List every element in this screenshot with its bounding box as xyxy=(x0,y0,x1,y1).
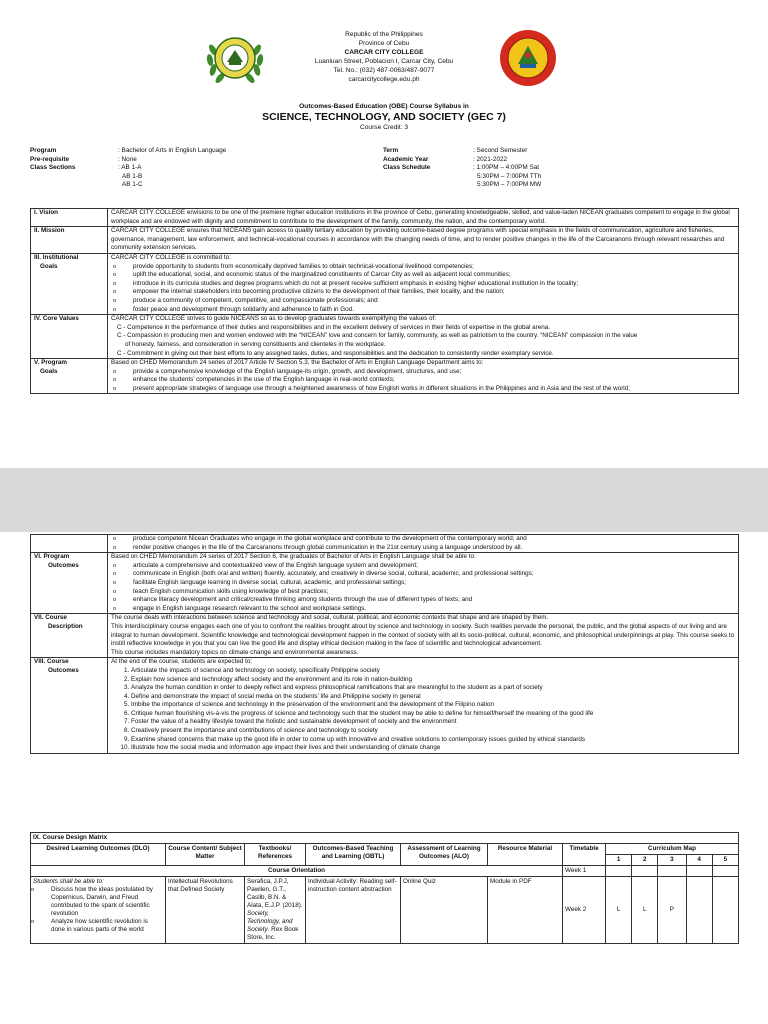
list-item: o produce a community of competent, competitive, and compassionate professionals; and xyxy=(123,297,735,306)
list-item: o articulate a comprehensive and contextualized view of the English language system and development; xyxy=(123,562,735,571)
goals-content xyxy=(108,253,739,314)
list-item: 8. Creatively present the importance and contributions of science and technology to society xyxy=(131,727,735,736)
section-2: AB 1-B xyxy=(122,172,143,180)
matrix-header-row xyxy=(31,844,739,855)
list-item: o present appropriate strategies of language use through a heightened awareness of how English works in different situations in the Philippines and in Asia and the rest of the world; xyxy=(123,385,735,394)
list-item: o facilitate English language learning in diverse social, cultural, academic, and professional settings; xyxy=(123,579,735,588)
schedule-1: : 1:00PM – 4:00PM Sat xyxy=(473,164,540,171)
list-item: 2. Explain how science and technology affect society and the environment and its role in nation-building xyxy=(131,676,735,685)
list-item: o provide a comprehensive knowledge of the English language-its origin, growth, and development, structures, and use; xyxy=(123,368,735,377)
material-header: Resource Material xyxy=(488,844,563,866)
description-p2: This interdisciplinary course engages each one of you to confront the realities brought about by science and technology in society. Such realities pervade the personal, the public, and the global aspects of our living and are integral to human development. Scientific knowledge and technological development happen in the context of society with all its socio-political, cultural, economic, and philosophical underpinnings at play. This course seeks to instill reflective knowledge in you that you can live the good life and display ethical decision making in the face of scientific and technological advancement. xyxy=(111,622,735,648)
outcomes-table xyxy=(30,534,739,754)
list-item: o Analyze how scientific revolution is done in various parts of the world xyxy=(41,918,163,934)
course-outcomes-label: VIII. Course Outcomes xyxy=(31,658,108,754)
list-item: o uplift the educational, social, and economic status of the marginalized constituents of Carcar City as well as adjacent local communities; xyxy=(123,271,735,280)
year-value: : 2021-2022 xyxy=(473,155,508,163)
course-design-matrix xyxy=(30,832,739,944)
program-outcomes-label: VI. Program Outcomes xyxy=(31,553,108,614)
course-description-label: VII. Course Description xyxy=(31,614,108,658)
college-name: CARCAR CITY COLLEGE xyxy=(344,49,424,56)
program-goals-list xyxy=(111,368,735,394)
list-item: o produce competent Nicean Graduates who engage in the global workplace and contribute to the development of the contemporary world; and xyxy=(123,535,735,544)
list-item: o render positive changes in the life of the Carcaranons through global communication in the 21st century using a language understood by all. xyxy=(123,544,735,553)
dlo-cell: Students shall be able to: o Discuss how the ideas postulated by Copernicus, Darwin, and Freud contributed to the spark of scientific revolution o Analyze how scientific revolution is done in various parts of the world xyxy=(31,877,166,944)
obtl-cell: Individual Activity: Reading self-instruction content abstraction xyxy=(306,877,401,944)
core-value-compassion-cont: of honesty, fairness, and consideration in serving constituents and clienteles in the workplace. xyxy=(125,340,386,348)
syllabus-subtitle: Outcomes-Based Education (OBE) Course Syllabus in xyxy=(299,103,469,110)
list-item: o empower the internal stakeholders into becoming productive citizens to the development of their families, their locality, and the nation; xyxy=(123,288,735,297)
list-item: o communicate in English (both oral and written) fluently, accurately, and creatively in diverse social, cultural, academic, and professional settings; xyxy=(123,570,735,579)
term-value: : Second Semester xyxy=(473,147,528,154)
dlo-header: Desired Learning Outcomes (DLO) xyxy=(31,844,166,866)
course-outcomes-list xyxy=(111,667,735,753)
vision-row xyxy=(31,209,739,227)
program-value: : Bachelor of Arts in English Language xyxy=(118,147,227,154)
alo-header: Assessment of Learning Outcomes (ALO) xyxy=(401,844,488,866)
course-description-row xyxy=(31,614,739,658)
list-item: o enhance literacy development and critical/creative thinking among students through the use of different types of texts; and xyxy=(123,596,735,605)
table-row: Students shall be able to: o Discuss how the ideas postulated by Copernicus, Darwin, and Freud contributed to the spark of scientific revolution o Analyze how scientific revolution is done in various parts of the world Intellectual Revolutions that Defined Society Serafica, J.P.J, Pawilen, G.T., Caslib, B.N. & Alata, E.J.P. (2018). Society, Technology, and Society. Rex Book Store, Inc. Individual Activity: Reading self-instruction content abstraction Online Quiz Module in PDF Week 2 L L P xyxy=(31,877,739,944)
timetable-header: Timetable xyxy=(563,844,606,866)
syllabus-page-2 xyxy=(0,532,768,1024)
core-values-intro: CARCAR CITY COLLEGE strives to guide NICEANS so as to develop graduates towards exemplifying the values of: xyxy=(111,315,437,323)
core-value-competence: C - Competence in the performance of their duties and responsibilities and in the excellent delivery of services in their fields of expertise in the global arena. xyxy=(117,323,550,331)
core-value-commitment: C - Commitment in giving out their best efforts to any assigned tasks, duties, and responsibilities and the dedication to consistently render exemplary service. xyxy=(117,349,554,357)
material-cell: Module in PDF xyxy=(488,877,563,944)
course-outcomes-intro: At the end of the course, students are expected to: xyxy=(111,658,253,666)
list-item: o engage in English language research relevant to the school and workplace settings. xyxy=(123,605,735,614)
section-3: AB 1-C xyxy=(122,181,143,188)
core-value-compassion: C - Compassion in producing men and women endowed with the “NICEAN” love and concern for family, community, as well as patriotism to the country. “NICEAN” compassion in the value xyxy=(117,332,638,340)
matrix-title: IX. Course Design Matrix xyxy=(31,833,739,844)
program-label: Program xyxy=(30,147,57,154)
mission-label: II. Mission xyxy=(31,227,108,254)
core-values-row xyxy=(31,315,739,359)
course-description-content xyxy=(108,614,739,658)
course-title: SCIENCE, TECHNOLOGY, AND SOCIETY (GEC 7) xyxy=(262,111,506,123)
program-goals-row xyxy=(31,359,739,394)
list-item: o teach English communication skills using knowledge of best practices; xyxy=(123,588,735,597)
list-item: 7. Foster the value of a healthy lifestyle toward the holistic and sustainable development of society and the environment xyxy=(131,718,735,727)
program-outcomes-intro: Based on CHED Memorandum 24 series of 2017 Section 6, the graduates of Bachelor of Arts in English Language shall be able to: xyxy=(111,553,476,561)
refs-header: Textbooks/ References xyxy=(245,844,306,866)
republic-line: Republic of the Philippines xyxy=(345,31,423,38)
term-label: Term xyxy=(383,147,399,154)
vision-text: CARCAR CITY COLLEGE envisions to be one of the premiere higher education institutions in the province of Cebu, generating knowledgeable, skilled, and value-laden NICEAN graduates competent to engage in the global workplace and are endowed with dignity and commitment to contribute to the development of the family, community, the nation, and the contemporary world. xyxy=(108,209,739,227)
list-item: 3. Analyze the human condition in order to deeply reflect and express philosophical ramifications that are meaningful to the student as a part of society xyxy=(131,684,735,693)
syllabus-page-1 xyxy=(0,0,768,468)
prereq-label: Pre-requisite xyxy=(30,155,70,163)
list-item: o foster peace and development through solidarity and adherence to faith in God. xyxy=(123,306,735,315)
orientation-row xyxy=(31,866,739,877)
program-goals-cont-row xyxy=(31,535,739,553)
curriculum-map-header: Curriculum Map xyxy=(606,844,739,855)
mission-text: CARCAR CITY COLLEGE ensures that NICEANS gain access to quality tertiary education by providing outcome-based degree programs with special emphasis in the fields of communication, agriculture and fisheries, governance, management, law enforcement, and technical-vocational courses in accordance with the changing needs of time, and to render positive changes in the life of the Carcaranons through relevant researches and community extension services. xyxy=(108,227,739,254)
schedule-label: Class Schedule xyxy=(383,164,431,171)
college-telephone: Tel. No.: (032) 487-0063/487-9077 xyxy=(333,67,435,74)
list-item: o provide opportunity to students from economically deprived families to obtain technical-vocational livelihood competencies; xyxy=(123,263,735,272)
obtl-header: Outcomes-Based Teaching and Learning (OBTL) xyxy=(306,844,401,866)
schedule-3: 5:30PM – 7:00PM MW xyxy=(477,181,542,188)
schedule-2: 5:30PM – 7:00PM TTh xyxy=(477,172,542,180)
list-item: o Discuss how the ideas postulated by Copernicus, Darwin, and Freud contributed to the spark of scientific revolution xyxy=(41,886,163,918)
program-info-right xyxy=(383,147,541,190)
list-item: 10. Illustrate how the social media and information age impact their lives and their understanding of climate change xyxy=(131,744,735,753)
program-info-left xyxy=(30,147,226,190)
list-item: 1. Articulate the impacts of science and technology on society, specifically Philippine society xyxy=(131,667,735,676)
week-2: Week 2 xyxy=(563,877,606,944)
list-item: 9. Examine shared concerns that make up the good life in order to come up with innovative and creative solutions to contemporary issues guided by ethical standards xyxy=(131,736,735,745)
letterhead xyxy=(0,30,768,84)
course-outcomes-content xyxy=(108,658,739,754)
vision-label: I. Vision xyxy=(31,209,108,227)
course-outcomes-row xyxy=(31,658,739,754)
year-label: Academic Year xyxy=(383,155,429,163)
college-address: Luanluan Street, Poblacion I, Carcar City, Cebu xyxy=(314,58,454,65)
sections-label: Class Sections xyxy=(30,164,76,171)
core-values-label: IV. Core Values xyxy=(31,315,108,359)
course-credit: Course Credit: 3 xyxy=(359,124,408,131)
program-outcomes-content xyxy=(108,553,739,614)
program-outcomes-list xyxy=(111,562,735,614)
program-goals-intro: Based on CHED Memorandum 24 series of 2017 Article IV Section 5.3, the Bachelor of Arts in English Language Department aims to: xyxy=(111,359,484,367)
content-cell: Intellectual Revolutions that Defined Society xyxy=(166,877,245,944)
list-item: o enhance the students’ competencies in the use of the English language in real-world contexts; xyxy=(123,376,735,385)
goals-label: III. Institutional Goals xyxy=(31,253,108,314)
program-goals-content xyxy=(108,359,739,394)
orientation-label: Course Orientation xyxy=(31,866,563,877)
prereq-value: : None xyxy=(118,155,137,163)
list-item: 6. Critique human flourishing vis-à-vis the progress of science and technology such that the student may be able to define for himself/herself the meaning of the good life xyxy=(131,710,735,719)
curriculum-map-cols: 1 2 3 4 5 xyxy=(31,855,739,866)
refs-cell: Serafica, J.P.J, Pawilen, G.T., Caslib, B.N. & Alata, E.J.P. (2018). Society, Technology, and Society. Rex Book Store, Inc. xyxy=(245,877,306,944)
list-item: 5. Imbibe the importance of science and technology in the preservation of the environment and the development of the Filipino nation xyxy=(131,701,735,710)
goals-intro: CARCAR CITY COLLEGE is committed to: xyxy=(111,253,231,261)
description-p1: The course deals with interactions between science and technology and social, cultural, political, and economic contexts that shape and are shaped by them. xyxy=(111,614,549,622)
province-line: Province of Cebu xyxy=(358,40,410,47)
program-outcomes-row xyxy=(31,553,739,614)
list-item: 4. Define and demonstrate the impact of social media on the students’ life and Philippine society in general xyxy=(131,693,735,702)
program-goals-cont xyxy=(108,535,739,553)
alo-cell: Online Quiz xyxy=(401,877,488,944)
list-item: o introduce in its curricula studies and degree programs which do not at present receive sufficient emphasis in existing higher educational institution in the locality; xyxy=(123,280,735,289)
program-goals-label: V. Program Goals xyxy=(31,359,108,394)
section-1: : AB 1-A xyxy=(118,164,142,171)
vmgo-table xyxy=(30,208,739,394)
week-1: Week 1 xyxy=(563,866,606,877)
goals-row xyxy=(31,253,739,314)
goals-list xyxy=(111,263,735,315)
college-website: carcarcitycollege.edu.ph xyxy=(348,76,420,83)
mission-row xyxy=(31,227,739,254)
core-values-content xyxy=(108,315,739,359)
syllabus-title-block xyxy=(0,103,768,131)
content-header: Course Content/ Subject Matter xyxy=(166,844,245,866)
description-p3: This course includes mandatory topics on climate change and environmental awareness. xyxy=(111,648,359,656)
